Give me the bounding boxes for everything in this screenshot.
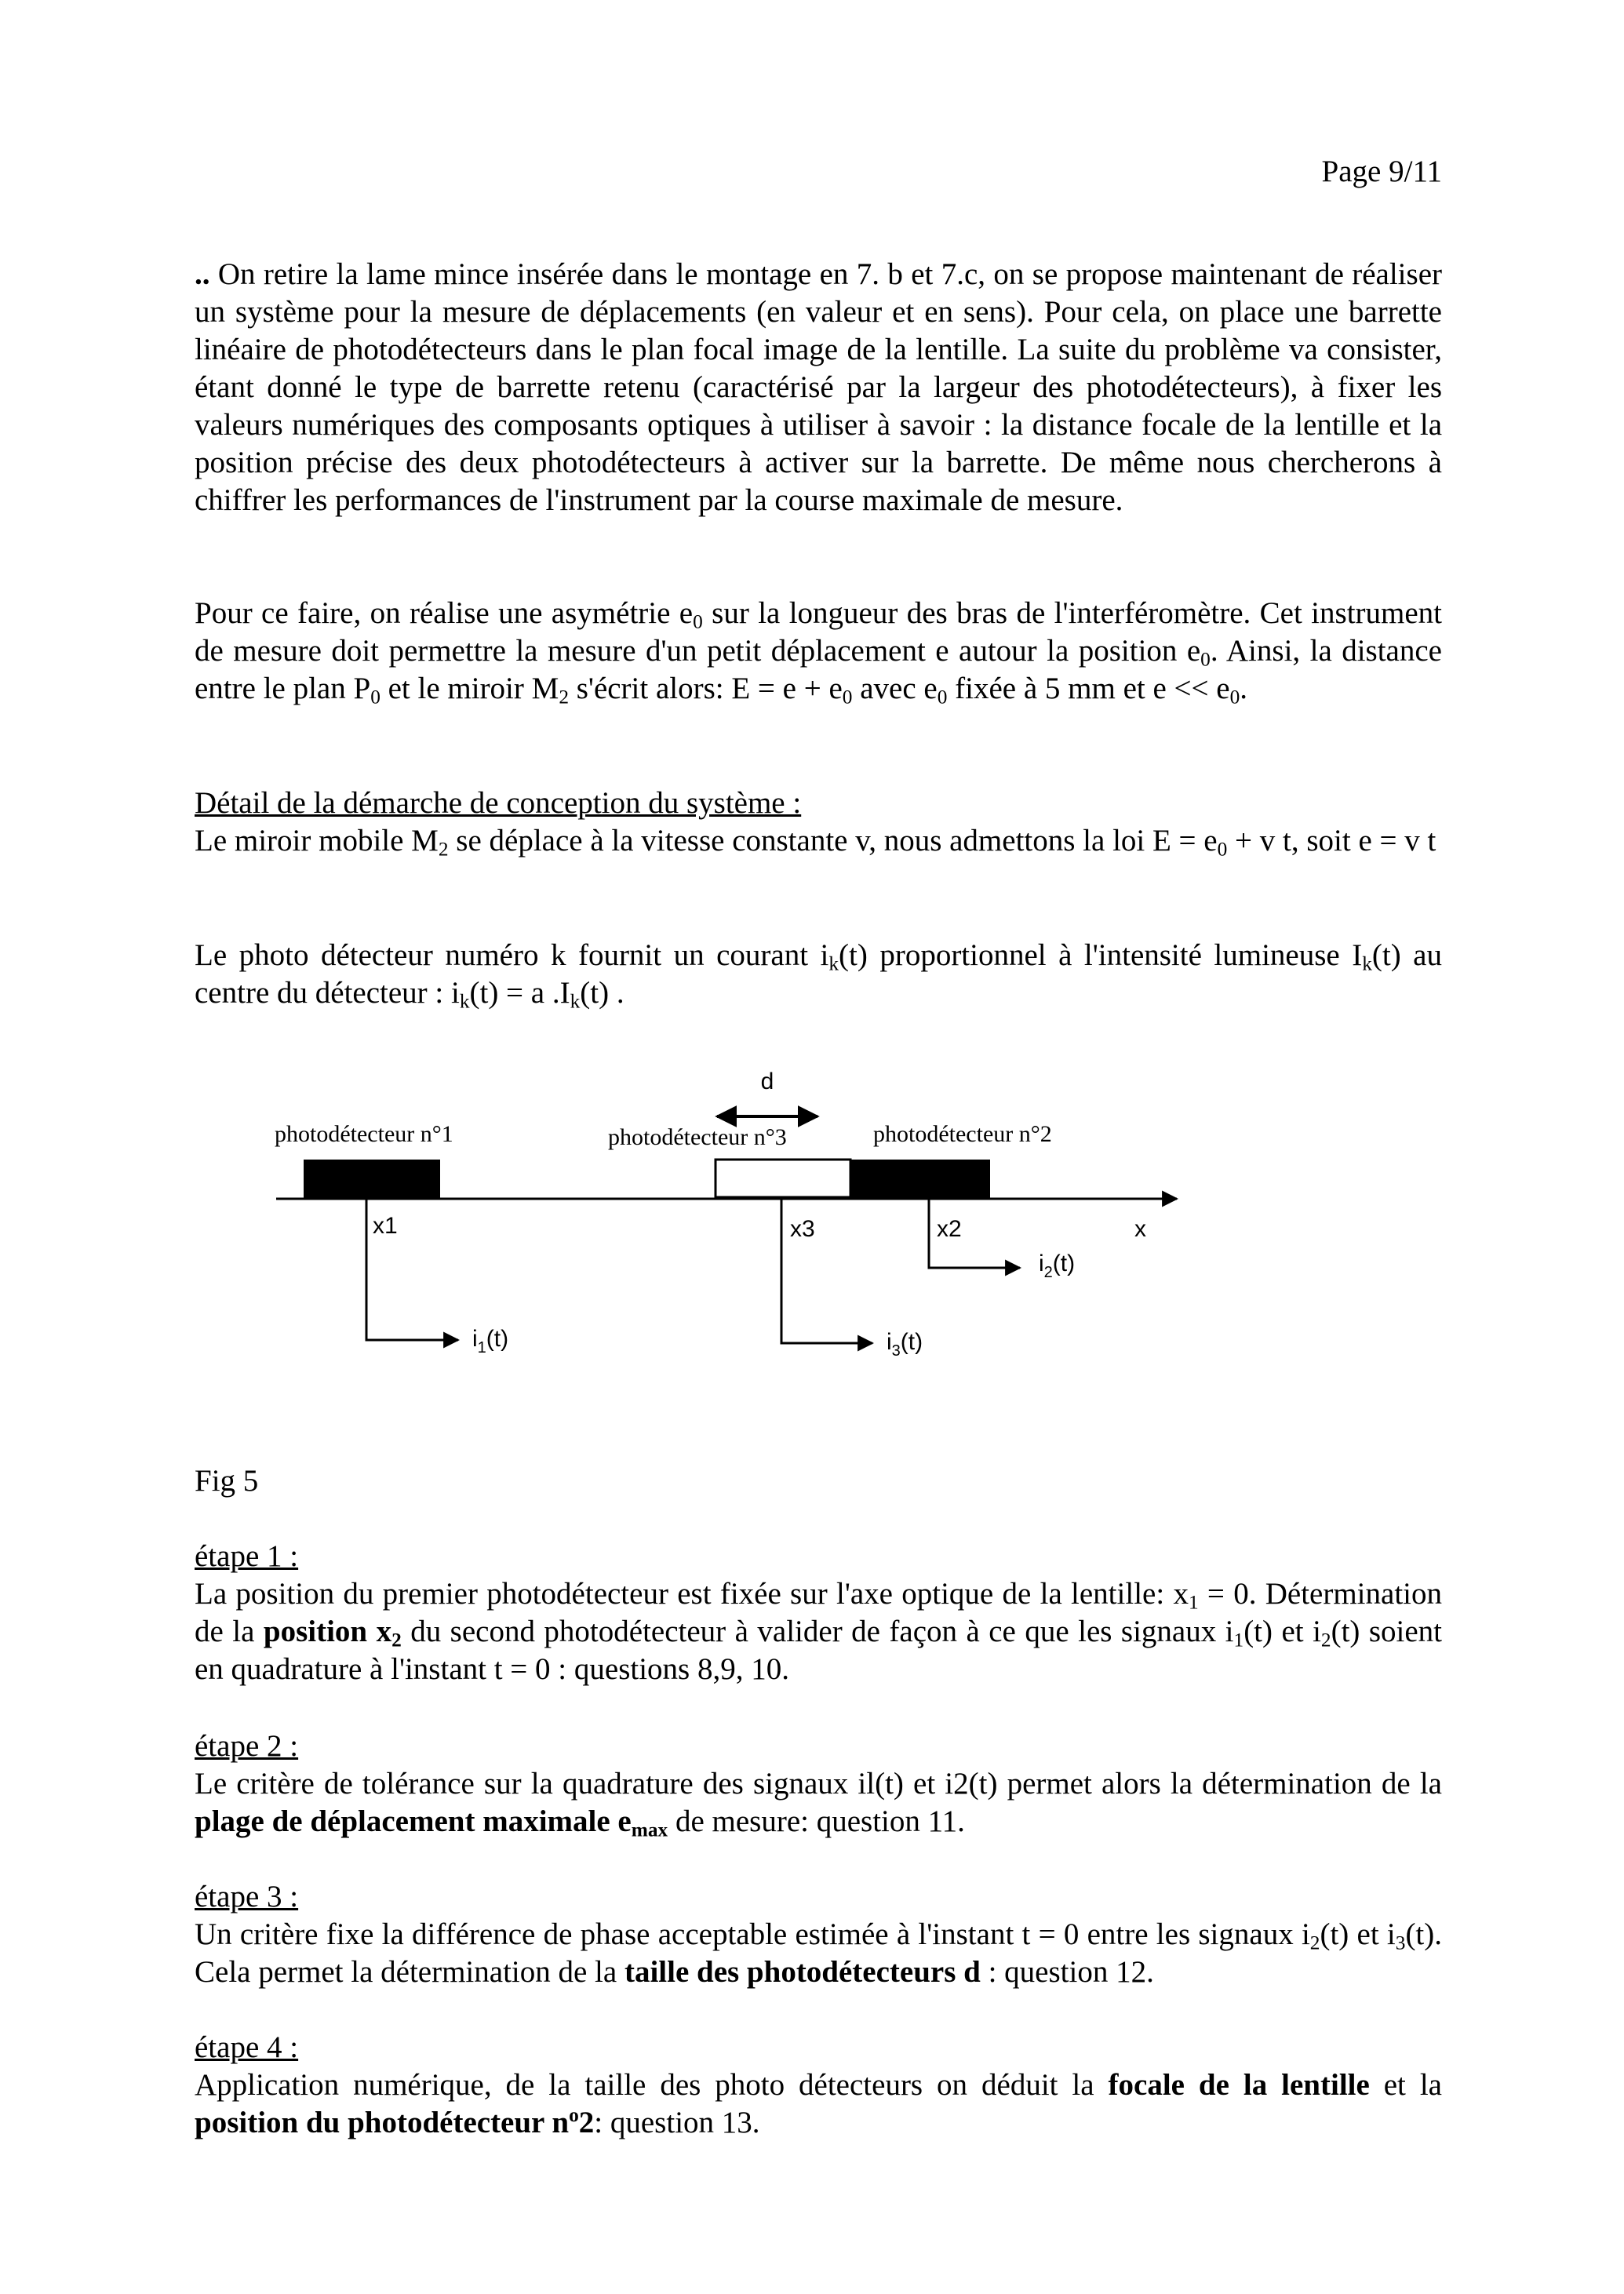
i3-label: $i_3(t)$ bbox=[887, 1329, 923, 1360]
page-number: Page 9/11 bbox=[1321, 155, 1442, 188]
photodetector-1 bbox=[304, 1160, 440, 1199]
pd3-label: photodétecteur n°3 bbox=[608, 1124, 787, 1150]
etape-1: étape 1 : La position du premier photodétecteur est fixée sur l'axe optique de la lentille: $x_1 = 0$. Détermination de la position $x_2$ du second photodétecteur à valider de façon à ce que les signaux $i_1(t)$ et $i_2(t)$ soient en quadrature à l'instant t = 0 : questions 8,9, 10. bbox=[195, 1539, 1443, 1686]
etape-4-title: étape 4 : bbox=[195, 2030, 299, 2064]
photodetector-3 bbox=[716, 1160, 850, 1197]
design-heading: Détail de la démarche de conception du système : bbox=[195, 786, 802, 820]
d-label: d bbox=[760, 1069, 774, 1094]
x-label: x bbox=[1134, 1216, 1146, 1242]
x3-label: x3 bbox=[790, 1216, 815, 1242]
pd1-label: photodétecteur n°1 bbox=[275, 1121, 453, 1147]
etape-2: étape 2 : Le critère de tolérance sur la quadrature des signaux il(t) et i2(t) permet alors la détermination de la plage de déplacement maximale $e_{max}$ de mesure: question 11. bbox=[195, 1729, 1442, 1841]
figure-caption: Fig 5 bbox=[195, 1464, 259, 1498]
design-paragraph: Détail de la démarche de conception du système : Le miroir mobile $M_2$ se déplace à la vitesse constante v, nous admettons la loi $E = e_0 + v$ t, soit e = v t bbox=[195, 786, 1436, 861]
i2-label: $i_2(t)$ bbox=[1039, 1251, 1076, 1281]
i1-label: $i_1(t)$ bbox=[472, 1326, 509, 1356]
figure-svg bbox=[235, 1043, 1224, 1373]
etape-3: étape 3 : Un critère fixe la différence de phase acceptable estimée à l'instant t = 0 entre les signaux $i_2(t)$ et $i_3(t)$. Cela permet la détermination de la taille des photodétecteurs d : question 12. bbox=[195, 1880, 1442, 1989]
asymmetry-paragraph: Pour ce faire, on réalise une asymétrie $e_0$ sur la longueur des bras de l'interféromètre. Cet instrument de mesure doit permettre la mesure d'un petit déplacement e autour la position $e_0$. Ainsi, la distance entre le plan $P_0$ et le miroir $M_2$ s'écrit alors: $E = e + e_0$ avec $e_0$ fixée à 5 mm et $e << e_0$. bbox=[195, 596, 1442, 708]
pd2-label: photodétecteur n°2 bbox=[873, 1121, 1052, 1147]
intro-lead: .. bbox=[195, 257, 210, 291]
photodetector-paragraph: Le photo détecteur numéro k fournit un courant $i_k(t)$ proportionnel à l'intensité lumineuse $I_k(t)$ au centre du détecteur : $i_k(t) = a$ $.I_k(t)$ . bbox=[195, 938, 1442, 1013]
etape-3-title: étape 3 : bbox=[195, 1880, 299, 1913]
intro-paragraph: .. On retire la lame mince insérée dans le montage en 7. b et 7.c, on se propose maintenant de réaliser un système pour la mesure de déplacements (en valeur et en sens). Pour cela, on place une barrette linéaire de photodétecteurs dans le plan focal image de la lentille. La suite du problème va consister, étant donné le type de barrette retenu (caractérisé par la largeur des photodétecteurs), à fixer les valeurs numériques des composants optiques à utiliser à savoir : la distance focale de la lentille et la position précise des deux photodétecteurs à activer sur la barrette. De même nous chercherons à chiffrer les performances de l'instrument par la course maximale de mesure. bbox=[195, 257, 1442, 517]
etape-1-title: étape 1 : bbox=[195, 1539, 299, 1573]
x1-label: x1 bbox=[373, 1213, 398, 1239]
etape-4: étape 4 : Application numérique, de la taille des photo détecteurs on déduit la focale de la lentille et la position du photodétecteur $n^o2$: question 13. bbox=[195, 2030, 1442, 2139]
photodetector-2 bbox=[850, 1160, 990, 1199]
x2-label: x2 bbox=[937, 1216, 962, 1242]
figure-photodetector-array bbox=[235, 1043, 1224, 1373]
etape-2-title: étape 2 : bbox=[195, 1729, 299, 1763]
